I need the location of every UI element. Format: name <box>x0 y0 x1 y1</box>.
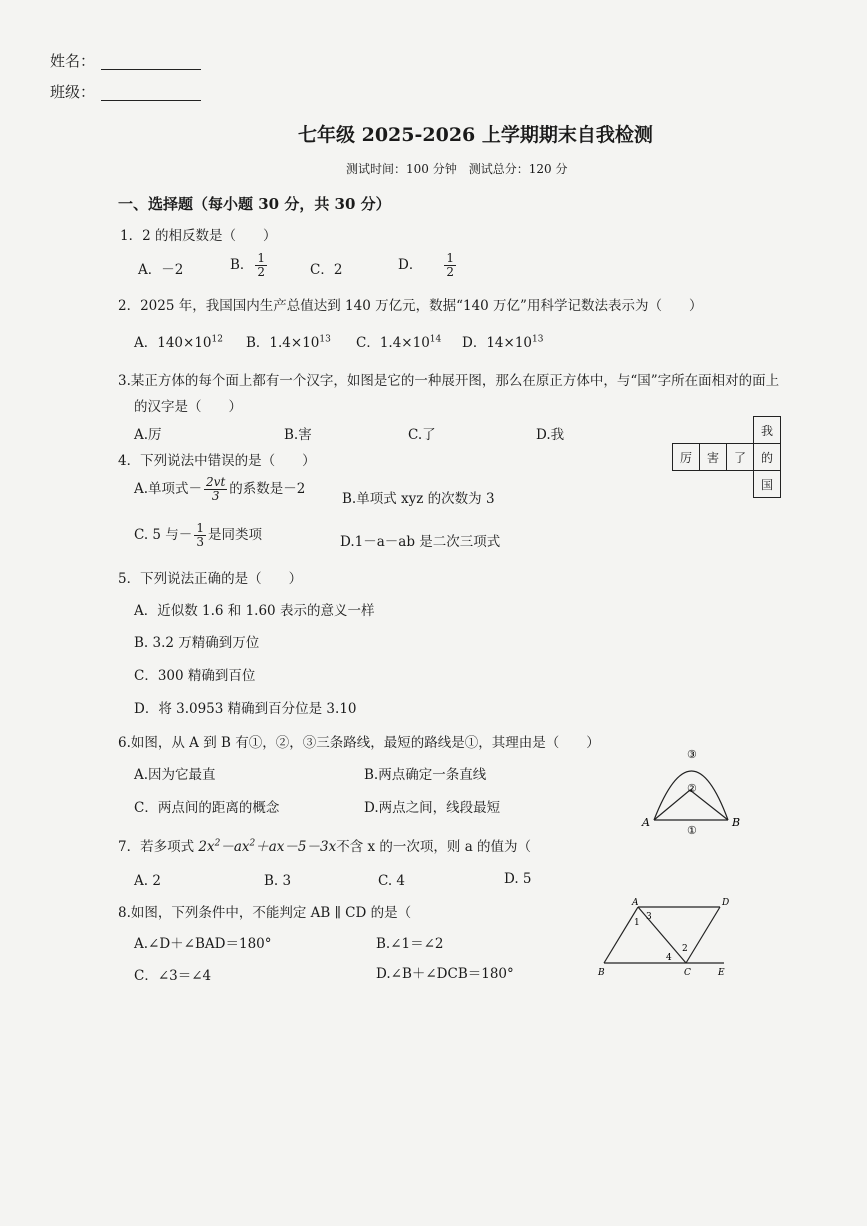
q1-option-d <box>398 252 458 279</box>
q2-option-a <box>134 331 223 351</box>
q3-stem-line1: 3.某正方体的每个面上都有一个汉字，如图是它的一种展开图，那么在原正方体中，与“国”字所在面相对的面上 <box>118 373 780 389</box>
q1-option-b <box>230 252 269 279</box>
page-title: 七年级 2025-2026 上学期期末自我检测 <box>298 124 653 146</box>
q3-option-a: A.厉 <box>134 427 162 443</box>
point-label-a: A <box>642 816 650 829</box>
q2-b-exp: 13 <box>319 334 331 345</box>
net-cell-2: 害 <box>700 444 727 471</box>
class-blank[interactable] <box>101 86 201 101</box>
route-label-2: ② <box>687 782 697 795</box>
net-cell-4: 的 <box>754 444 781 471</box>
q2-option-d <box>462 331 543 351</box>
q5-option-b: B. 3.2 万精确到万位 <box>134 635 260 651</box>
q1-d-fraction <box>444 252 456 279</box>
q2-c-exp: 14 <box>429 334 442 345</box>
q8-parallelogram-figure <box>594 893 734 979</box>
segment-ab <box>604 907 638 963</box>
angle-3: 3 <box>646 912 652 922</box>
cube-net-figure <box>672 416 781 498</box>
q5-option-c: C．300 精确到百位 <box>134 668 256 684</box>
net-cell-1: 厉 <box>673 444 700 471</box>
q2-b-base: B．1.4×10 <box>246 335 320 351</box>
net-cell-top: 我 <box>754 417 781 444</box>
q4-a-pre: A.单项式－ <box>134 481 203 497</box>
q4-c-post: 是同类项 <box>207 527 262 543</box>
exam-meta: 测试时间：100 分钟 测试总分：120 分 <box>346 162 568 176</box>
angle-4: 4 <box>666 953 672 963</box>
q4-a-num: 2vt <box>206 475 226 489</box>
q6-stem: 6.如图，从 A 到 B 有①，②，③三条路线，最短的路线是①，其理由是（ ） <box>118 735 600 751</box>
q4-stem: 4．下列说法中错误的是（ ） <box>118 453 316 469</box>
q1-d-den: 2 <box>446 265 454 279</box>
q1-d-label: D． <box>398 257 423 273</box>
q6-option-b: B.两点确定一条直线 <box>364 767 487 783</box>
q2-stem: 2．2025 年，我国国内生产总值达到 140 万亿元，数据“140 万亿”用科学记数法表示为（ ） <box>118 298 703 314</box>
q1-d-num: 1 <box>446 251 454 265</box>
q7-stem-pre: 7．若多项式 <box>118 839 199 855</box>
class-label: 班级： <box>50 83 96 101</box>
q1-b-label: B． <box>230 257 254 273</box>
q4-a-den: 3 <box>211 489 220 503</box>
q3-stem-line2: 的汉字是（ ） <box>134 399 242 415</box>
q2-d-base: D．14×10 <box>462 335 532 351</box>
q7-stem <box>118 835 531 855</box>
q5-option-d: D．将 3.0953 精确到百分位是 3.10 <box>134 701 357 717</box>
net-cell-bottom: 国 <box>754 471 781 498</box>
point-e: E <box>718 968 725 978</box>
segment-dc <box>686 907 720 963</box>
q1-stem: 1．2 的相反数是（ ） <box>120 228 277 244</box>
name-blank[interactable] <box>101 55 201 70</box>
route-label-3: ③ <box>687 748 697 761</box>
q2-a-exp: 12 <box>211 334 223 345</box>
route-label-1: ① <box>687 824 697 836</box>
point-c: C <box>684 968 691 978</box>
q2-d-exp: 13 <box>532 334 544 345</box>
q6-option-d: D.两点之间，线段最短 <box>364 800 501 816</box>
name-field <box>50 50 201 71</box>
q7-option-c: C. 4 <box>378 873 406 889</box>
q5-option-a: A．近似数 1.6 和 1.60 表示的意义一样 <box>134 603 375 619</box>
q4-a-fraction <box>204 476 227 503</box>
point-b: B <box>598 968 605 978</box>
q7-option-d: D. 5 <box>504 871 532 887</box>
q4-option-a <box>134 476 305 503</box>
q5-stem: 5．下列说法正确的是（ ） <box>118 571 303 587</box>
point-d: D <box>722 898 730 908</box>
q8-option-a: A.∠D＋∠BAD＝180° <box>134 936 272 952</box>
q4-option-c <box>134 522 262 549</box>
q4-c-pre: C. 5 与－ <box>134 527 193 543</box>
q1-option-c: C．2 <box>310 262 343 278</box>
q3-option-b: B.害 <box>284 427 312 443</box>
q2-c-base: C．1.4×10 <box>356 335 430 351</box>
q4-a-post: 的系数是－2 <box>229 481 306 497</box>
q1-option-a: A．－2 <box>138 262 184 278</box>
point-a: A <box>632 898 639 908</box>
q8-option-b: B.∠1＝∠2 <box>376 936 444 952</box>
q8-stem: 8.如图，下列条件中，不能判定 AB ∥ CD 的是（ <box>118 905 412 921</box>
q7-polynomial: $2x^2-ax^2+ax-5-3x$ <box>198 838 337 855</box>
q7-option-a: A. 2 <box>134 873 161 889</box>
class-field <box>50 81 201 102</box>
q1-b-num: 1 <box>257 251 266 265</box>
angle-1: 1 <box>634 918 640 928</box>
q3-option-d: D.我 <box>536 427 565 443</box>
q2-option-c <box>356 331 441 351</box>
q4-c-fraction <box>194 522 206 549</box>
q1-b-fraction <box>255 252 267 279</box>
q4-option-d: D.1－a－ab 是二次三项式 <box>340 534 501 550</box>
q8-option-c: C．∠3＝∠4 <box>134 968 212 984</box>
q3-option-c: C.了 <box>408 427 436 443</box>
name-label: 姓名： <box>50 52 96 70</box>
q7-stem-mid: 不含 x 的一次项，则 a 的值为（ <box>336 839 532 855</box>
q8-option-d: D.∠B＋∠DCB＝180° <box>376 966 514 982</box>
q2-a-base: A．140×10 <box>134 335 212 351</box>
q6-option-c: C．两点间的距离的概念 <box>134 800 280 816</box>
q6-option-a: A.因为它最直 <box>134 767 216 783</box>
q4-c-num: 1 <box>196 521 204 535</box>
q6-route-figure <box>640 744 750 836</box>
q7-option-b: B. 3 <box>264 873 292 889</box>
section-title: 一、选择题（每小题 30 分，共 30 分） <box>118 195 391 213</box>
route-3-curve <box>654 771 728 820</box>
q2-option-b <box>246 331 331 351</box>
net-cell-3: 了 <box>727 444 754 471</box>
q4-c-den: 3 <box>196 535 204 549</box>
angle-2: 2 <box>682 944 688 954</box>
q1-b-den: 2 <box>257 265 266 279</box>
point-label-b: B <box>732 816 741 829</box>
q4-option-b: B.单项式 xyz 的次数为 3 <box>342 491 495 507</box>
